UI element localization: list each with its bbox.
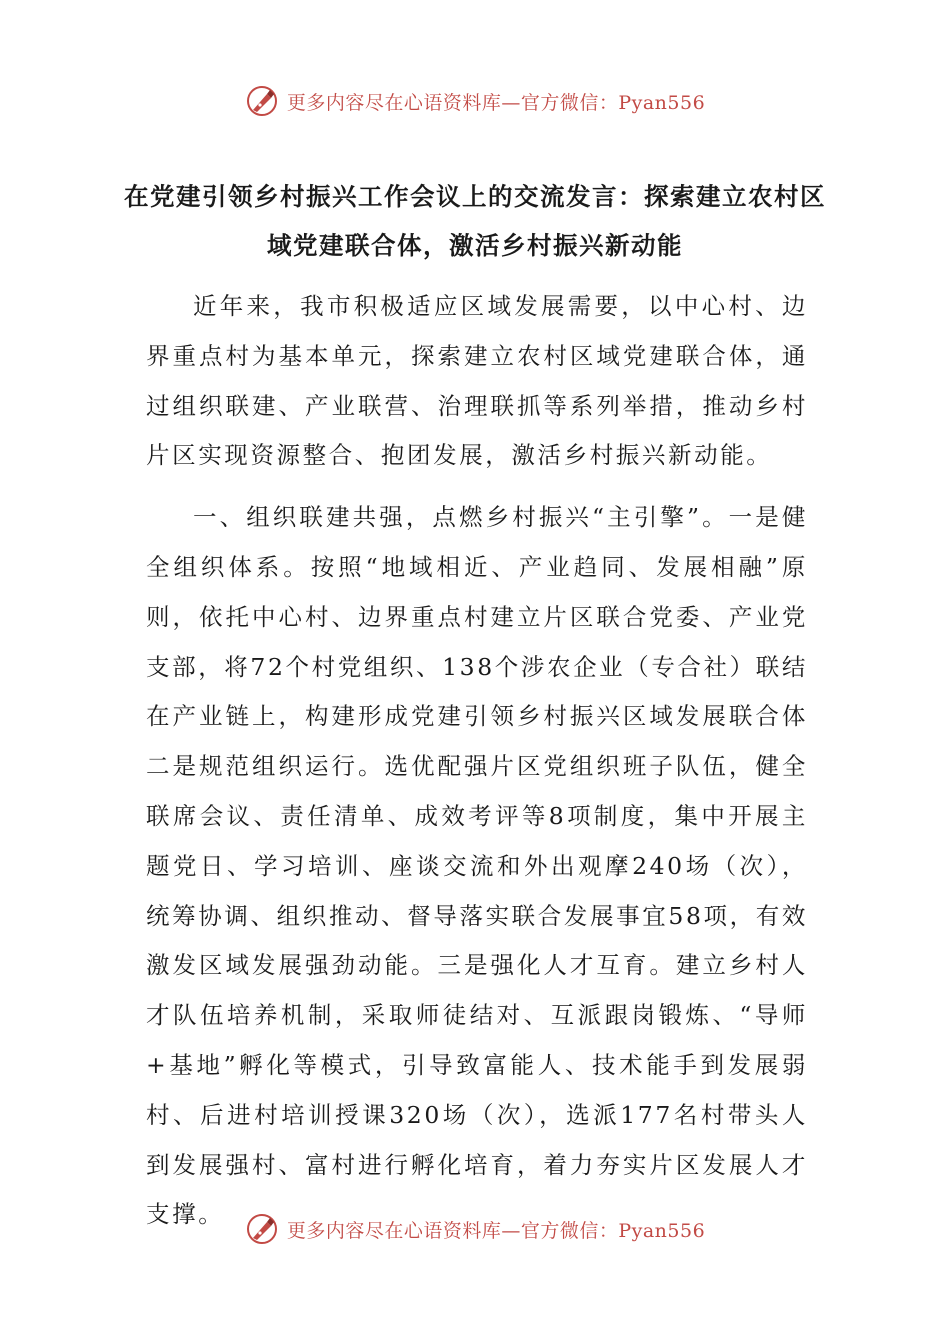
pen-nib-logo-icon bbox=[245, 1212, 279, 1246]
document-title: 在党建引领乡村振兴工作会议上的交流发言：探索建立农村区域党建联合体，激活乡村振兴新动能 bbox=[124, 182, 826, 260]
pen-nib-logo-icon bbox=[245, 84, 279, 118]
paragraph-intro: 近年来，我市积极适应区域发展需要，以中心村、边界重点村为基本单元，探索建立农村区域党建联合体，通过组织联建、产业联营、治理联抓等系列举措，推动乡村片区实现资源整合、抱团发展，激活乡村振兴新动能。 bbox=[146, 292, 808, 470]
footer-watermark bbox=[0, 1212, 950, 1246]
document-body bbox=[146, 282, 808, 1240]
paragraph-section-1: 一、组织联建共强，点燃乡村振兴“主引擎”。一是健全组织体系。按照“地域相近、产业趋同、发展相融”原则，依托中心村、边界重点村建立片区联合党委、产业党支部，将72个村党组织、138个涉农企业（专合社）联结在产业链上，构建形成党建引领乡村振兴区域发展联合体二是规范组织运行。选优配强片区党组织班子队伍，健全联席会议、责任清单、成效考评等8项制度，集中开展主题党日、学习培训、座谈交流和外出观摩240场（次），统筹协调、组织推动、督导落实联合发展事宜58项，有效激发区域发展强劲动能。三是强化人才互育。建立乡村人才队伍培养机制，采取师徒结对、互派跟岗锻炼、“导师+基地”孵化等模式，引导致富能人、技术能手到发展弱村、后进村培训授课320场（次），选派177名村带头人到发展强村、富村进行孵化培育，着力夯实片区发展人才支撑。 bbox=[146, 503, 808, 1229]
watermark-text: 更多内容尽在心语资料库—官方微信：Pyan556 bbox=[286, 91, 706, 114]
header-watermark bbox=[0, 84, 950, 118]
watermark-text: 更多内容尽在心语资料库—官方微信：Pyan556 bbox=[286, 1219, 706, 1242]
